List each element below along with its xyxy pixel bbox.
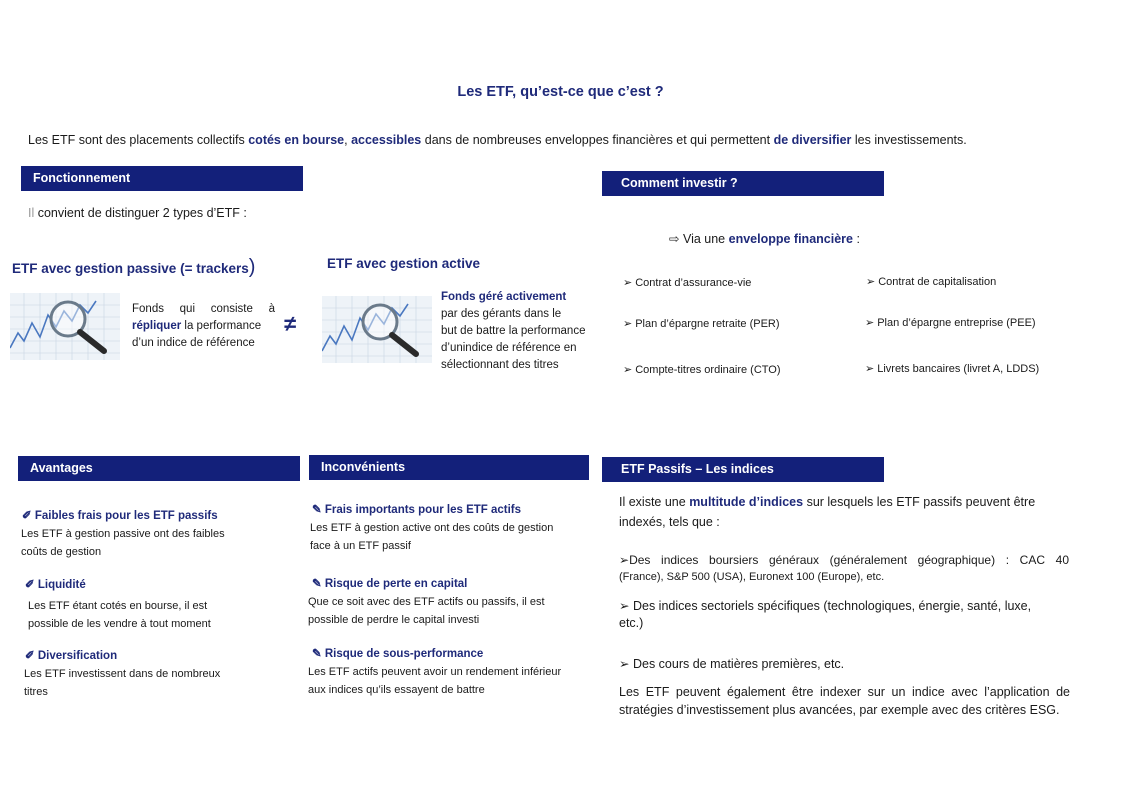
bullet-arrow-icon: ➢ <box>865 317 875 329</box>
hand-pointer-icon: ✎ <box>312 648 322 660</box>
avantages-header: Avantages <box>18 456 300 481</box>
bullet-arrow-icon: ➢ <box>619 599 630 613</box>
bullet-arrow-icon: ➢ <box>866 276 876 288</box>
page-title: Les ETF, qu’est-ce que c’est ? <box>457 84 664 100</box>
indices-bullet-text: etc.) <box>619 616 644 630</box>
inconvenient-body <box>308 663 561 699</box>
indices-bullet <box>619 598 1069 632</box>
distinguer-text <box>28 206 247 220</box>
not-equal-sign: ≠ <box>284 311 297 336</box>
hand-pointer-icon: ✎ <box>312 578 322 590</box>
inconvenient-title: Frais importants pour les ETF actifs <box>324 504 522 516</box>
active-line-bold: Fonds géré activement <box>441 291 567 303</box>
active-line: d’unindice de référence en <box>441 342 577 354</box>
indices-bold: multitude d’indices <box>689 495 804 509</box>
inconvenient-line: aux indices qu’ils essayent de battre <box>308 684 485 696</box>
enveloppe-label: Compte-titres ordinaire (CTO) <box>635 364 781 376</box>
via-bold: enveloppe financière <box>728 232 853 246</box>
inconvenient-title: Risque de perte en capital <box>324 578 468 590</box>
avantage-line: titres <box>24 686 48 698</box>
inconvenient-line: face à un ETF passif <box>310 540 411 552</box>
intro-bold: accessibles <box>351 133 422 147</box>
avantage-line: Les ETF à gestion passive ont des faibles <box>21 528 225 540</box>
indices-intro <box>619 492 1071 532</box>
bullet-arrow-icon: ➢ <box>623 277 633 289</box>
enveloppe-label: Plan d’épargne entreprise (PEE) <box>877 317 1036 329</box>
intro-text: les investissements. <box>851 133 967 147</box>
enveloppe-item <box>865 316 1036 329</box>
active-description <box>441 289 606 374</box>
distinguer-initial: Il <box>28 206 35 220</box>
enveloppe-item <box>865 362 1039 375</box>
intro-paragraph <box>28 133 967 147</box>
avantage-title: Faibles frais pour les ETF passifs <box>34 510 218 522</box>
hand-pointer-icon: ✎ <box>312 504 322 516</box>
comment-investir-header: Comment investir ? <box>602 171 884 196</box>
active-line: but de battre la performance <box>441 325 586 337</box>
intro-bold: de diversifier <box>773 133 852 147</box>
passive-line <box>132 318 275 335</box>
bullet-arrow-icon: ➢ <box>623 318 633 330</box>
indices-bullet-text: Des indices sectoriels spécifiques (technologiques, énergie, santé, luxe, <box>632 599 1032 613</box>
passive-title-paren: ) <box>248 256 256 278</box>
indices-bullet <box>619 552 1069 586</box>
indices-outro: Les ETF peuvent également être indexer sur un indice avec l’application de stratégies d’investissement plus avancées, par exemple avec des critères ESG. <box>619 685 1070 717</box>
inconvenients-header: Inconvénients <box>309 455 589 480</box>
indices-text: sur lesquels les ETF passifs peuvent être <box>803 495 1036 509</box>
active-line: sélectionnant des titres <box>441 359 559 371</box>
indices-text: Il existe une <box>619 495 690 509</box>
enveloppe-label: Contrat d’assurance-vie <box>635 277 752 289</box>
avantage-line: Les ETF investissent dans de nombreux <box>24 668 221 680</box>
avantage-body <box>21 525 225 561</box>
enveloppe-label: Contrat de capitalisation <box>878 276 997 288</box>
avantage-line: possible de les vendre à tout moment <box>28 618 211 630</box>
passive-description <box>132 301 275 352</box>
enveloppe-item <box>623 363 781 376</box>
inconvenient-line: Que ce soit avec des ETF actifs ou passifs, il est <box>308 596 545 608</box>
inconvenient-item <box>312 502 521 516</box>
inconvenient-body <box>310 519 553 555</box>
via-enveloppe <box>669 231 860 246</box>
avantage-body <box>28 597 211 633</box>
via-text: Via une <box>682 232 729 246</box>
avantage-item <box>22 508 218 522</box>
hand-pointer-icon: ✐ <box>22 510 32 522</box>
hand-pointer-icon: ✐ <box>25 579 35 591</box>
indices-bullet-text: Des cours de matières premières, etc. <box>632 657 845 671</box>
indices-intro-line: indexés, tels que : <box>619 515 720 529</box>
avantage-line: Les ETF étant cotés en bourse, il est <box>28 600 208 612</box>
enveloppe-item <box>866 275 996 288</box>
hand-pointer-icon: ✐ <box>25 650 35 662</box>
intro-bold: cotés en bourse <box>248 133 345 147</box>
right-arrow-icon: ⇨ <box>669 232 680 246</box>
passive-bold: répliquer <box>132 320 182 332</box>
inconvenient-line: Les ETF à gestion active ont des coûts de gestion <box>310 522 554 534</box>
indices-header: ETF Passifs – Les indices <box>602 457 884 482</box>
inconvenient-body <box>308 593 545 629</box>
magnifier-chart-image <box>10 293 120 360</box>
bullet-arrow-icon: ➢ <box>619 553 630 567</box>
avantage-title: Diversification <box>37 650 118 662</box>
avantage-item <box>25 577 86 591</box>
intro-text: , <box>344 133 352 147</box>
avantage-item <box>25 648 117 662</box>
avantage-body <box>24 665 220 701</box>
inconvenient-item <box>312 576 467 590</box>
indices-bullet-text: Des indices boursiers généraux (généralement géographique) : CAC 40 <box>629 553 1069 567</box>
intro-text: dans de nombreuses enveloppes financières et qui permettent <box>421 133 774 147</box>
distinguer-rest: convient de distinguer 2 types d’ETF : <box>34 206 247 220</box>
intro-text: Les ETF sont des placements collectifs <box>28 133 249 147</box>
active-title: ETF avec gestion active <box>327 256 481 271</box>
bullet-arrow-icon: ➢ <box>619 657 630 671</box>
indices-bullet-text: (France), S&P 500 (USA), Euronext 100 (Europe), etc. <box>619 571 885 583</box>
enveloppe-item <box>623 276 751 289</box>
enveloppe-label: Plan d’épargne retraite (PER) <box>635 318 780 330</box>
passive-line: Fonds qui consiste à <box>132 303 275 315</box>
inconvenient-line: possible de perdre le capital investi <box>308 614 480 626</box>
active-line: par des gérants dans le <box>441 308 562 320</box>
enveloppe-label: Livrets bancaires (livret A, LDDS) <box>877 363 1040 375</box>
inconvenient-line: Les ETF actifs peuvent avoir un rendement inférieur <box>308 666 562 678</box>
inconvenient-title: Risque de sous-performance <box>324 648 484 660</box>
passive-title <box>12 256 255 279</box>
bullet-arrow-icon: ➢ <box>623 364 633 376</box>
fonctionnement-header: Fonctionnement <box>21 166 303 191</box>
enveloppe-item <box>623 317 780 330</box>
indices-intro-line <box>619 492 1071 512</box>
bullet-arrow-icon: ➢ <box>865 363 875 375</box>
magnifier-chart-image <box>322 296 432 363</box>
passive-rest: la performance <box>181 320 262 332</box>
via-text: : <box>852 232 860 246</box>
passive-line: d’un indice de référence <box>132 337 255 349</box>
avantage-line: coûts de gestion <box>21 546 102 558</box>
indices-bullet <box>619 656 844 671</box>
passive-title-text: ETF avec gestion passive (= trackers <box>12 261 249 276</box>
inconvenient-item <box>312 646 483 660</box>
avantage-title: Liquidité <box>37 579 86 591</box>
